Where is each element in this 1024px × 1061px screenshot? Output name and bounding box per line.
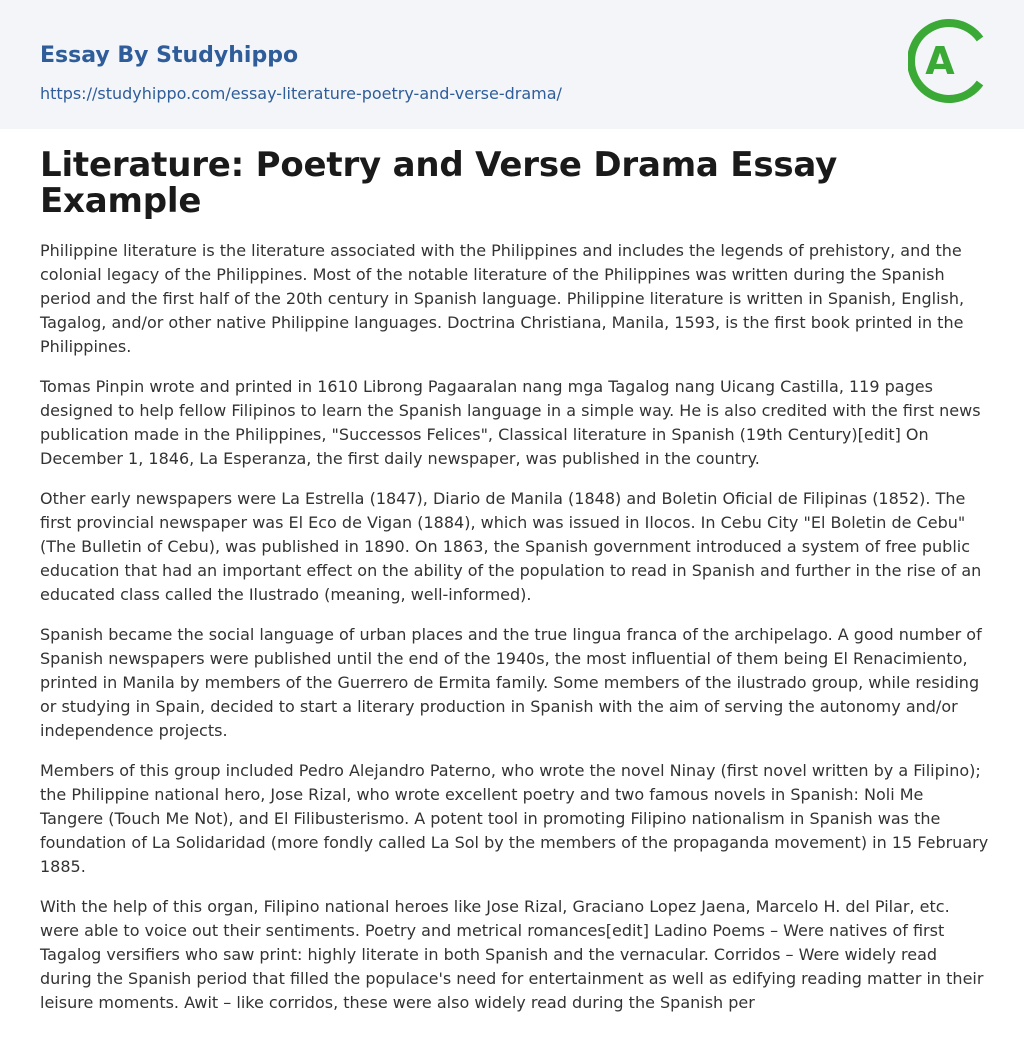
studyhippo-logo-icon[interactable]: [908, 15, 992, 107]
article-paragraph-5: Members of this group included Pedro Alejandro Paterno, who wrote the novel Ninay (first novel written by a Filipino); the Philippine national hero, Jose Rizal, who wrote excellent poetry and two famous novels in Spanish: Noli Me Tangere (Touch Me Not), and El Filibusterismo. A potent tool in promoting Filipino nationalism in Spanish was the foundation of La Solidaridad (more fondly called La Sol by the members of the propaganda movement) in 15 February 1885.: [40, 761, 989, 876]
site-brand[interactable]: Essay By Studyhippo: [40, 43, 299, 68]
article-paragraph-6: With the help of this organ, Filipino national heroes like Jose Rizal, Graciano Lopez Jaena, Marcelo H. del Pilar, etc. were able to voice out their sentiments. Poetry and metrical romances[edit] Ladino Poems – Were natives of first Tagalog versifiers who saw print: highly literate in both Spanish and the vernacular. Corridos – Were widely read during the Spanish period that filled the populace's need for entertainment as well as edifying reading matter in their leisure moments. Awit – like corridos, these were also widely read during the Spanish per: [40, 897, 984, 1012]
article-paragraph-3: Other early newspapers were La Estrella (1847), Diario de Manila (1848) and Boletin Oficial de Filipinas (1852). The first provincial newspaper was El Eco de Vigan (1884), which was issued in Ilocos. In Cebu City "El Boletin de Cebu" (The Bulletin of Cebu), was published in 1890. On 1863, the Spanish government introduced a system of free public education that had an important effect on the ability of the population to read in Spanish and further in the rise of an educated class called the Ilustrado (meaning, well-informed).: [40, 489, 982, 604]
article: [40, 147, 990, 1031]
page-url-link[interactable]: https://studyhippo.com/essay-literature-poetry-and-verse-drama/: [40, 84, 562, 103]
logo-letter: A: [925, 39, 955, 83]
article-paragraph-2: Tomas Pinpin wrote and printed in 1610 Librong Pagaaralan nang mga Tagalog nang Uicang Castilla, 119 pages designed to help fellow Filipinos to learn the Spanish language in a simple way. He is also credited with the first news publication made in the Philippines, "Successos Felices", Classical literature in Spanish (19th Century)[edit] On December 1, 1846, La Esperanza, the first daily newspaper, was published in the country.: [40, 377, 981, 468]
page-title: Literature: Poetry and Verse Drama Essay Example: [40, 145, 838, 221]
site-header: [0, 0, 1024, 129]
article-paragraph-1: Philippine literature is the literature associated with the Philippines and includes the legends of prehistory, and the colonial legacy of the Philippines. Most of the notable literature of the Philippines was written during the Spanish period and the first half of the 20th century in Spanish language. Philippine literature is written in Spanish, English, Tagalog, and/or other native Philippine languages. Doctrina Christiana, Manila, 1593, is the first book printed in the Philippines.: [40, 241, 965, 356]
article-paragraph-4: Spanish became the social language of urban places and the true lingua franca of the archipelago. A good number of Spanish newspapers were published until the end of the 1940s, the most influential of them being El Renacimiento, printed in Manila by members of the Guerrero de Ermita family. Some members of the ilustrado group, while residing or studying in Spain, decided to start a literary production in Spanish with the aim of serving the autonomy and/or independence projects.: [40, 625, 982, 740]
